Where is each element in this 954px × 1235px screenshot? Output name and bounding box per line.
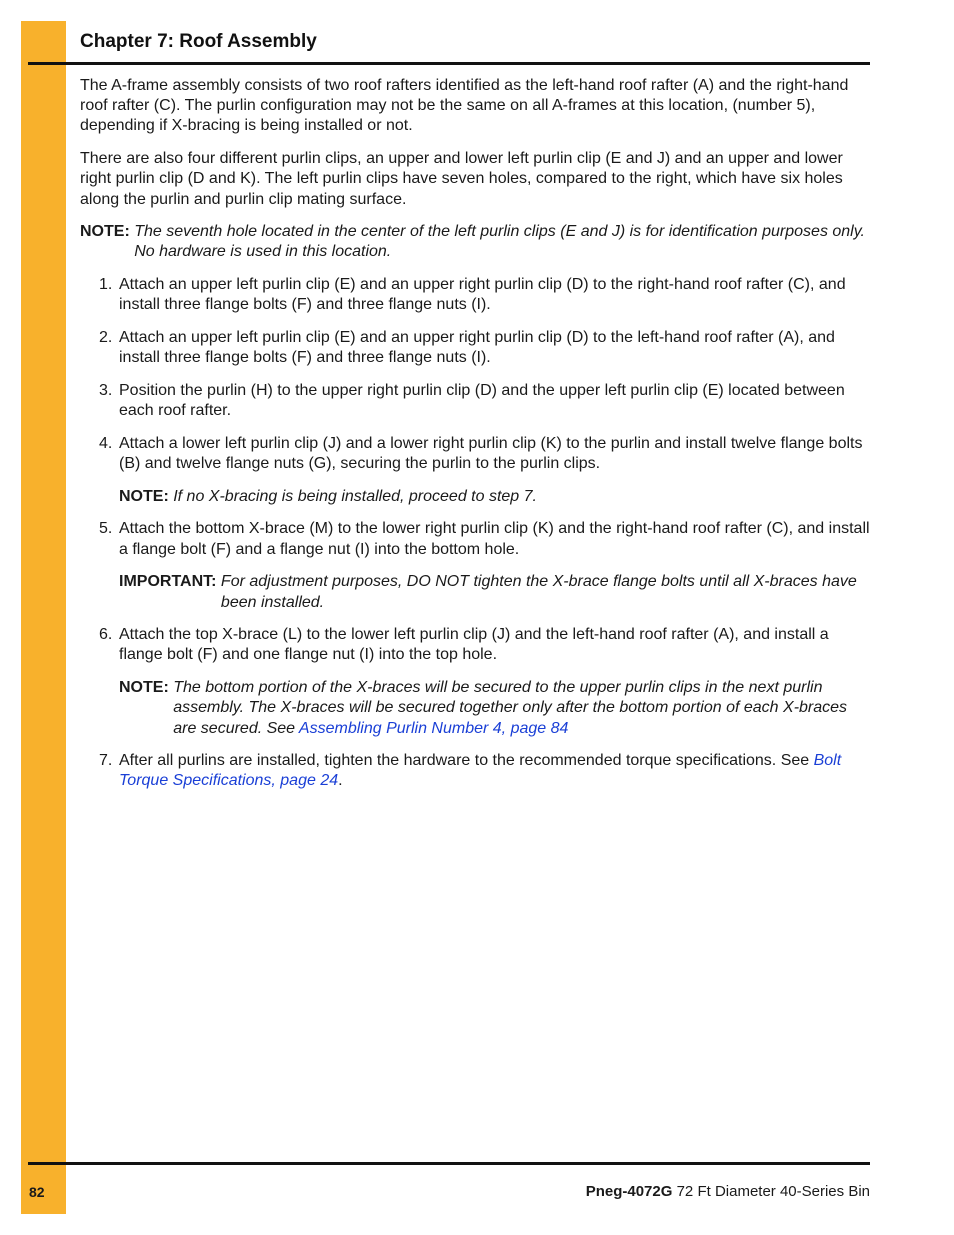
- assembly-steps-continued: [80, 519, 872, 559]
- step-1: [80, 275, 872, 315]
- page-number: 82: [29, 1184, 45, 1200]
- step-number: 6.: [99, 626, 113, 644]
- step-text-end: .: [338, 772, 343, 790]
- intro-paragraph-2: There are also four different purlin clips, an upper and lower left purlin clip (E and J) and an upper and lower right purlin clip (D and K). The left purlin clips have seven holes, compared to the right, which have six holes along the purlin and purlin clip mating surface.: [80, 150, 843, 208]
- bolt-torque-link[interactable]: Bolt Torque Specifications, page 24: [119, 752, 842, 790]
- step-2: [80, 328, 872, 368]
- step-number: 3.: [99, 381, 113, 399]
- step-text: Attach an upper left purlin clip (E) and an upper right purlin clip (D) to the right-hand roof rafter (C), and install three flange bolts (F) and three flange nuts (I).: [119, 276, 846, 314]
- note-no-x-bracing: [119, 487, 872, 507]
- note-text: If no X-bracing is being installed, proceed to step 7.: [173, 487, 537, 505]
- note-x-braces: [119, 678, 872, 739]
- intro-paragraph-1: The A-frame assembly consists of two roof rafters identified as the left-hand roof rafter (A) and the right-hand roof rafter (C). The purlin configuration may not be the same on all A-frames at this location, (number 5), depending if X-bracing is being installed or not.: [80, 77, 849, 135]
- step-number: 7.: [99, 752, 113, 770]
- assembling-purlin-link[interactable]: Assembling Purlin Number 4, page 84: [298, 719, 569, 737]
- step-text: Position the purlin (H) to the upper right purlin clip (D) and the upper left purlin clip (E) located between each roof rafter.: [119, 381, 845, 420]
- step-text: Attach the top X-brace (L) to the lower left purlin clip (J) and the left-hand roof rafter (A), and install a flange bolt (F) and one flange nut (I) into the top hole.: [119, 626, 829, 664]
- note-label: NOTE:: [80, 223, 135, 241]
- important-adjustment: [119, 572, 872, 612]
- note-identification-hole: [80, 222, 872, 262]
- note-text: The bottom portion of the X-braces will be secured to the upper purlin clips in the next purlin assembly. The X-braces will be secured together only after the bottom portion of each X-braces are secured. See: [173, 679, 848, 737]
- step-4: [80, 434, 872, 474]
- step-text: After all purlins are installed, tighten the hardware to the recommended torque specifications. See: [119, 752, 814, 770]
- side-color-bar: [21, 21, 66, 1214]
- header-rule: [28, 62, 870, 65]
- note-label: NOTE:: [119, 487, 174, 505]
- step-5: [80, 519, 872, 559]
- step-text: Attach the bottom X-brace (M) to the lower right purlin clip (K) and the right-hand roof rafter (C), and install a flange bolt (F) and a flange nut (I) into the bottom hole.: [119, 520, 870, 558]
- assembly-steps-continued-3: [80, 751, 872, 791]
- footer-rule: [28, 1162, 870, 1165]
- step-3: [80, 381, 872, 421]
- step-7: [80, 751, 872, 791]
- step-number: 2.: [99, 329, 113, 347]
- step-number: 5.: [99, 520, 113, 538]
- step-number: 1.: [99, 276, 113, 294]
- assembly-steps: [80, 275, 872, 474]
- doc-code: Pneg-4072G: [585, 1183, 673, 1200]
- step-6: [80, 625, 872, 665]
- important-text: For adjustment purposes, DO NOT tighten the X-brace flange bolts until all X-braces have been installed.: [220, 573, 857, 611]
- note-text: The seventh hole located in the center of the left purlin clips (E and J) is for identification purposes only. No hardware is used in this location.: [134, 223, 865, 261]
- step-number: 4.: [99, 434, 113, 452]
- page-content: [80, 76, 872, 804]
- important-label: IMPORTANT:: [119, 573, 221, 591]
- step-text: Attach a lower left purlin clip (J) and a lower right purlin clip (K) to the purlin and install twelve flange bolts (B) and twelve flange nuts (G), securing the purlin to the purlin clips.: [119, 434, 863, 473]
- assembly-steps-continued-2: [80, 625, 872, 665]
- chapter-title: Chapter 7: Roof Assembly: [80, 31, 317, 52]
- note-label: NOTE:: [119, 679, 174, 697]
- note-text-wrapper: [173, 678, 872, 739]
- doc-title: 72 Ft Diameter 40-Series Bin: [672, 1183, 870, 1200]
- step-text: Attach an upper left purlin clip (E) and an upper right purlin clip (D) to the left-hand roof rafter (A), and install three flange bolts (F) and three flange nuts (I).: [119, 329, 835, 367]
- footer-doc-info: [586, 1183, 870, 1200]
